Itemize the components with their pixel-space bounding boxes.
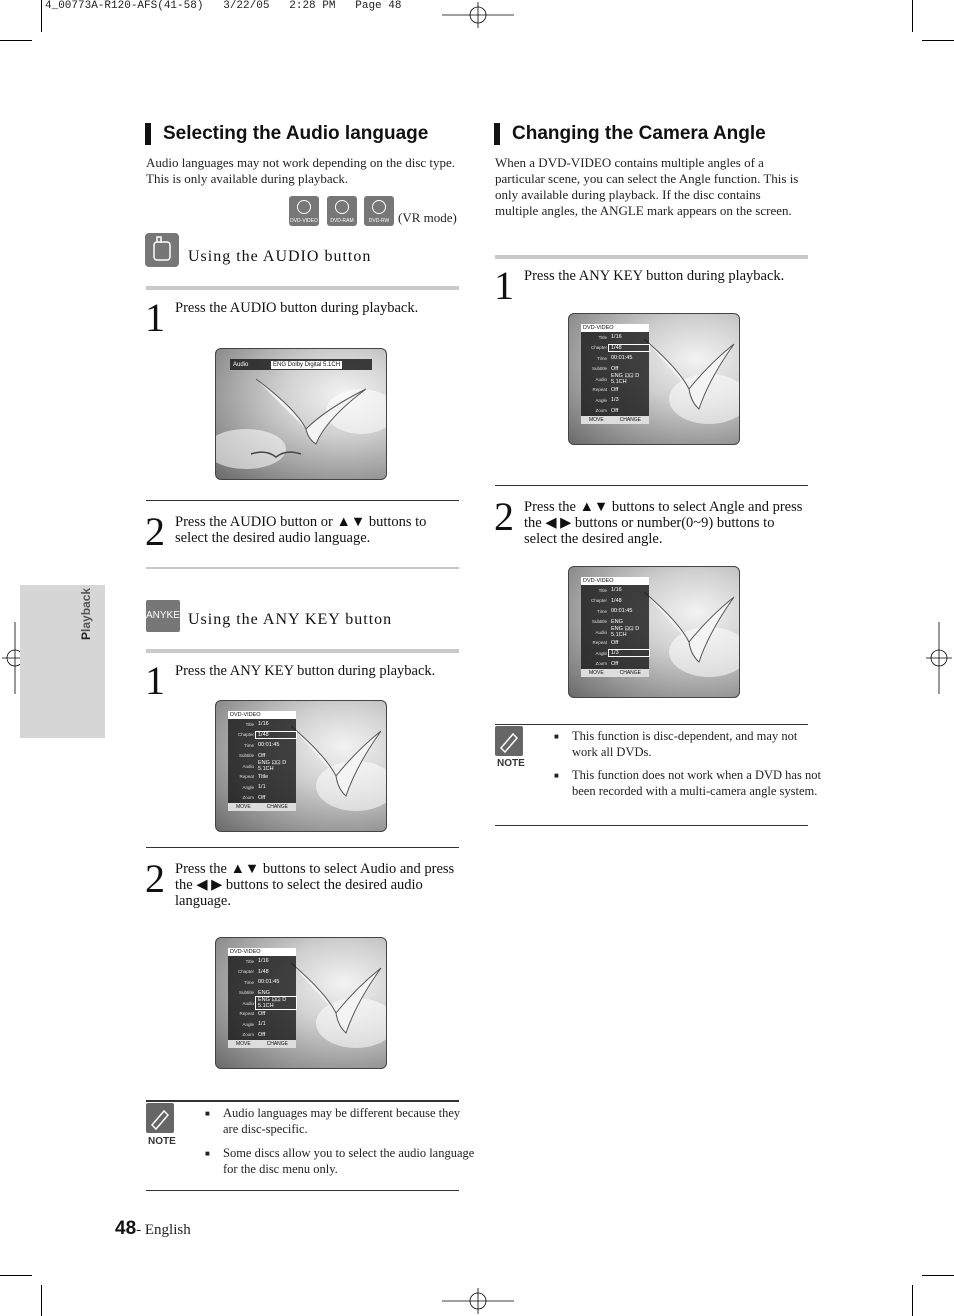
note-pencil-icon [146,1103,174,1133]
crop-mark [41,0,42,32]
side-tab-label: Playback [79,587,93,640]
divider [146,500,459,501]
divider [495,485,808,486]
crop-mark [922,40,954,41]
registration-mark-icon [442,1288,514,1314]
dvd-ram-icon: DVD-RAM [327,196,357,226]
divider [146,567,459,569]
note-pencil-icon [495,726,523,756]
divider [146,1190,459,1191]
osd-menu: DVD-VIDEO Title 1/16 Chapter 1/48 Time 00:01:45 Subtitle Off Audio ENG ⊡⊡ D 5.1CH Repeat Title Angle 1/1 Zoom Off MOVE CHANGE [228,711,296,811]
seagull-icon [286,948,386,1058]
audio-intro: Audio languages may not work depending on the disc type. This is only available during playback. [146,155,456,186]
osd-menu: DVD-VIDEO Title 1/16 Chapter 1/48 Time 00:01:45 Subtitle Off Audio ENG ⊡⊡ D 5.1CH Repeat Off Angle 1/3 Zoom Off MOVE CHANGE [581,324,649,424]
step-text: Press the AUDIO button or ▲▼ buttons to select the desired audio language. [175,514,427,546]
crop-mark [912,1285,913,1316]
sub-title-anykey-button: Using the ANY KEY button [188,611,393,628]
seagull-icon [639,324,739,434]
vr-mode-label: (VR mode) [398,210,457,225]
seagull-icon [639,577,739,687]
crop-mark [0,1275,32,1276]
audio-osd-bar: Audio ENG Dolby Digital 5.1CH [230,359,372,370]
osd-menu: DVD-VIDEO Title 1/16 Chapter 1/48 Time 00:01:45 Subtitle ENG Audio ENG ⊡⊡ D 5.1CH Repeat Off Angle 1/3 Zoom Off MOVE CHANGE [581,577,649,677]
divider [495,825,808,826]
divider [146,286,459,290]
step-number: 2 [145,509,165,554]
step-text: Press the ANY KEY button during playback. [524,268,785,284]
dvd-rw-icon: DVD-RW [364,196,394,226]
crop-mark [0,40,32,41]
hand-press-icon [145,233,179,267]
divider [495,724,808,725]
page-number: 48- English [115,1218,191,1239]
divider [146,1100,459,1102]
anykey-icon: ANYKEY [146,600,180,632]
note-item: ■ This function is disc-dependent, and may not work all DVDs. [554,729,824,760]
camera-angle-intro: When a DVD-VIDEO contains multiple angles of a particular scene, you can select the Angle function. This is only available during playback. If the disc contains multiple angles, the ANGLE mark appears on the screen. [495,155,799,218]
divider [146,649,459,653]
step-text: Press the ▲▼ buttons to select Audio and press the ◀ ▶ buttons to select the desired audio language. [175,861,455,909]
step-number: 2 [145,856,165,901]
osd-menu: DVD-VIDEO Title 1/16 Chapter 1/48 Time 00:01:45 Subtitle ENG Audio ENG ⊡⊡ D 5.1CH Repeat Off Angle 1/1 Zoom Off MOVE CHANGE [228,948,296,1048]
note-label: NOTE [497,758,525,769]
step-text: Press the ANY KEY button during playback. [175,663,436,679]
step-text: Press the ▲▼ buttons to select Angle and press the ◀ ▶ buttons or number(0~9) buttons to select the desired angle. [524,499,803,547]
step-number: 2 [494,494,514,539]
step-number: 1 [145,295,165,340]
screen-image-angle-menu [568,313,740,445]
print-header: 4_00773A-R120-AFS(41-58) 3/22/05 2:28 PM Page 48 [45,0,402,12]
registration-mark-icon [926,622,952,694]
crop-mark [912,0,913,32]
section-title-camera-angle: Changing the Camera Angle [494,123,766,145]
screen-image-audio-menu [215,937,387,1069]
step-number: 1 [494,263,514,308]
section-title-audio: Selecting the Audio language [145,123,428,145]
screen-image-angle-select [568,566,740,698]
note-label: NOTE [148,1136,176,1147]
note-item: ■ Audio languages may be different because they are disc-specific. [205,1106,475,1137]
divider [146,847,459,848]
note-item: ■ Some discs allow you to select the audio language for the disc menu only. [205,1146,475,1177]
screen-image-anykey-menu [215,700,387,832]
note-item: ■ This function does not work when a DVD has not been recorded with a multi-camera angle system. [554,768,824,799]
dvd-video-icon: DVD-VIDEO [289,196,319,226]
divider [495,255,808,259]
seagull-icon [246,369,376,469]
crop-mark [41,1285,42,1316]
screen-image-audio-bar [215,348,387,480]
registration-mark-icon [442,2,514,28]
sub-title-audio-button: Using the AUDIO button [188,248,372,265]
seagull-icon [286,711,386,821]
step-number: 1 [145,658,165,703]
step-text: Press the AUDIO button during playback. [175,300,419,316]
crop-mark [922,1275,954,1276]
